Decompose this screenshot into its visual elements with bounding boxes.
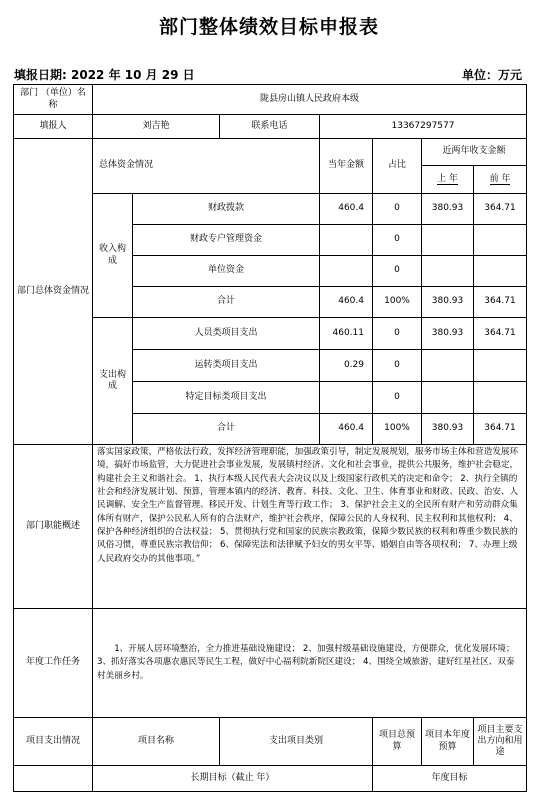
income-current [320, 256, 373, 287]
expense-prev [474, 382, 527, 414]
phone-label: 联系电话 [220, 115, 320, 139]
funds-header-row [14, 139, 527, 166]
income-label: 收入构成 [93, 194, 133, 318]
fill-date: 填报日期: 2022 年 10 月 29 日 [14, 68, 195, 82]
expense-ratio: 0 [373, 318, 422, 350]
col-current: 当年金额 [320, 139, 373, 194]
filler-name: 刘吉艳 [93, 115, 220, 139]
expense-current: 0.29 [320, 350, 373, 382]
income-current: 460.4 [320, 287, 373, 318]
income-name: 财政专户管理资金 [133, 225, 320, 256]
targets-row [14, 766, 527, 792]
col-project-year-budget: 项目本年度预算 [422, 718, 474, 766]
functions-label: 部门职能概述 [14, 445, 93, 609]
col-last: 上 年 [422, 166, 474, 194]
page-title: 部门整体绩效目标申报表 [158, 16, 379, 38]
col-project-type: 支出项目类别 [220, 718, 373, 766]
income-ratio: 0 [373, 225, 422, 256]
expense-ratio: 0 [373, 382, 422, 414]
expense-prev: 364.71 [474, 318, 527, 350]
col-ratio: 占比 [373, 139, 422, 194]
filler-row [14, 115, 527, 139]
income-ratio: 0 [373, 256, 422, 287]
expense-last: 380.93 [422, 414, 474, 445]
functions-row [14, 445, 527, 609]
functions-text: 落实国家政策，严格依法行政，发挥经济管理职能，加强政策引导，制定发展规划，服务市场主体和营造发展环境，搞好市场监管，大力促进社会事业发展，发展镇村经济、文化和社会事业，提供公共服务，维护社会稳定，构建社会主义和谐社会。 1、执行本级人民代表大会决议以及上级国家行政机关的决定和命令； 2、执行全镇的社会和经济发展计划、预算，管理本镇内的经济、教育、科技、文化、卫生、体育事业和财政、民政、治安、人民调解、安全生产监督管理、移民开发、计划生育等行政工作； 3、保护社会主义的全民所有财产和劳动群众集体所有财产，保护公民私人所有的合法财产，维护社会秩序，保障公民的人身权利、民主权利和其他权利； 4、保护各种经济组织的合法权益； 5、贯彻执行党和国家的民族宗教政策，保障少数民族的权利和尊重少数民族的风俗习惯，尊重民族宗教信仰； 6、保障宪法和法律赋予妇女的男女平等、婚姻自由等各项权利； 7、办理上级人民政府交办的其他事项。” [93, 445, 527, 609]
expense-name: 人员类项目支出 [133, 318, 320, 350]
expense-last [422, 350, 474, 382]
income-prev: 364.71 [474, 194, 527, 225]
income-last [422, 225, 474, 256]
income-last: 380.93 [422, 194, 474, 225]
projects-label: 项目支出情况 [14, 718, 93, 766]
filler-label: 填报人 [14, 115, 93, 139]
col-project-budget: 项目总预算 [373, 718, 422, 766]
dept-row [14, 85, 527, 115]
income-current [320, 225, 373, 256]
income-prev [474, 225, 527, 256]
expense-name: 特定目标类项目支出 [133, 382, 320, 414]
dept-name-value: 陇县房山镇人民政府本级 [93, 85, 527, 115]
income-name: 单位资金 [133, 256, 320, 287]
income-name: 合计 [133, 287, 320, 318]
income-name: 财政拨款 [133, 194, 320, 225]
income-prev [474, 256, 527, 287]
col-prev: 前 年 [474, 166, 527, 194]
expense-label: 支出构成 [93, 318, 133, 445]
tasks-row [14, 609, 527, 718]
expense-current [320, 382, 373, 414]
income-prev: 364.71 [474, 287, 527, 318]
dept-name-label: 部门 （单位）名称 [14, 85, 93, 115]
expense-current: 460.11 [320, 318, 373, 350]
long-term-target: 长期目标（截止 年） [93, 766, 373, 792]
expense-name: 运转类项目支出 [133, 350, 320, 382]
col-project-name: 项目名称 [93, 718, 220, 766]
col-project-direction: 项目主要支出方向和用途 [474, 718, 527, 766]
tasks-text: 1、开展人居环境整治，全力推进基础设施建设； 2、加强村级基础设施建设，方便群众，优化发展环境； 3、抓好落实各项惠农惠民等民生工程，做好中心福利院新院区建设； 4、围绕全域旅游，建好红星社区、双泰村美丽乡村。 [93, 609, 527, 718]
projects-header-row [14, 718, 527, 766]
phone-value: 13367297577 [320, 115, 527, 139]
expense-current: 460.4 [320, 414, 373, 445]
income-ratio: 100% [373, 287, 422, 318]
tasks-label: 年度工作任务 [14, 609, 93, 718]
funds-section-label: 部门总体资金情况 [14, 139, 93, 445]
overview-label: 总体资金情况 [93, 139, 320, 194]
annual-target: 年度目标 [373, 766, 527, 792]
expense-last [422, 382, 474, 414]
expense-ratio: 0 [373, 350, 422, 382]
col-recent: 近两年收支金额 [422, 139, 527, 166]
targets-blank [14, 766, 93, 792]
expense-prev [474, 350, 527, 382]
expense-last: 380.93 [422, 318, 474, 350]
income-last [422, 256, 474, 287]
expense-ratio: 100% [373, 414, 422, 445]
unit-label: 单位：万元 [461, 68, 522, 82]
expense-prev: 364.71 [474, 414, 527, 445]
income-ratio: 0 [373, 194, 422, 225]
income-last: 380.93 [422, 287, 474, 318]
performance-form-table [13, 84, 527, 792]
income-current: 460.4 [320, 194, 373, 225]
expense-name: 合计 [133, 414, 320, 445]
